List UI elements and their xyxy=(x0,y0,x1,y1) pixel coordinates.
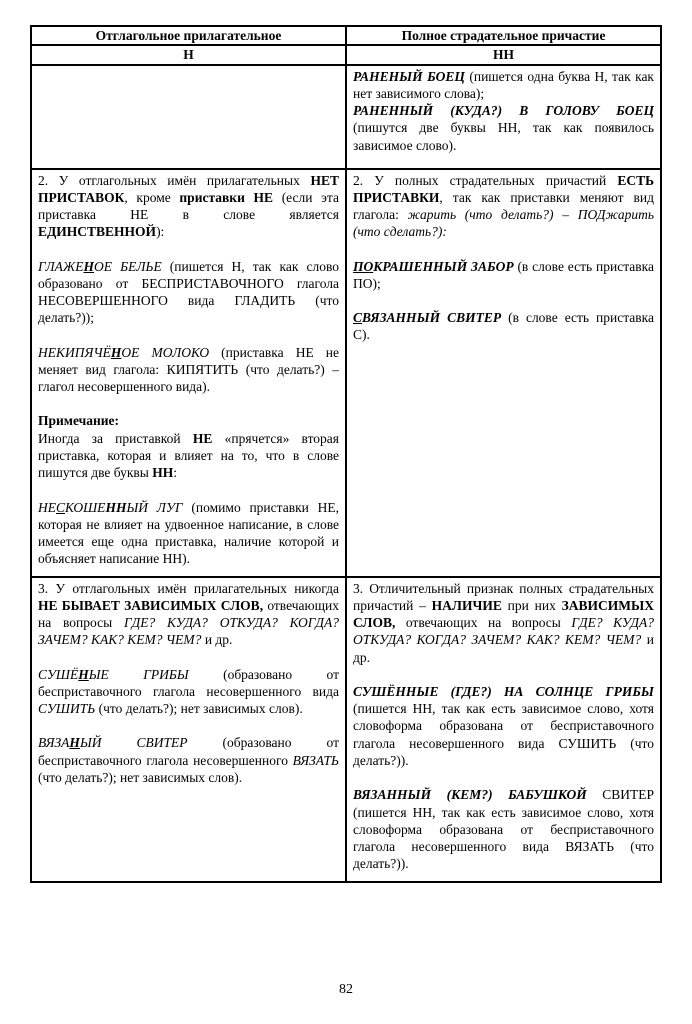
text-run: ЫЙ СВИТЕР xyxy=(79,735,188,751)
paragraph xyxy=(353,68,654,103)
text-run: отвечающих на вопросы xyxy=(38,597,339,631)
text-run: ГДЕ? КУДА? ОТКУДА? КОГДА? ЗАЧЕМ? КАК? КЕМ? ЧЕМ? xyxy=(38,615,340,648)
text-run: Н xyxy=(78,666,89,682)
text-run: С xyxy=(56,499,66,515)
paragraph xyxy=(353,258,654,293)
text-run: НН xyxy=(152,465,174,481)
paragraph xyxy=(38,172,339,241)
text-run: СУШЁ xyxy=(38,666,79,682)
table-row xyxy=(31,169,661,577)
text-run: ОЕ МОЛОКО xyxy=(121,344,210,360)
page-number: 82 xyxy=(339,982,353,997)
cell-row1-left-empty xyxy=(31,65,346,169)
text-run: ГДЕ? КУДА? ОТКУДА? КОГДА? ЗАЧЕМ? КАК? КЕМ? ЧЕМ? xyxy=(353,615,654,648)
text-run: и др. xyxy=(353,632,654,665)
paragraph xyxy=(38,666,339,718)
text-run: ): xyxy=(156,224,165,240)
text-run: ЫЙ ЛУГ xyxy=(126,499,183,515)
text-run: при них xyxy=(501,597,562,613)
cell-row3-right xyxy=(346,577,661,882)
cell-row1-right xyxy=(346,65,661,169)
paragraph xyxy=(353,309,654,344)
text-run: (помимо приставки НЕ, которая не влияет на удвоенное написание, в слове имеется еще одна приставка, наличие которой и объясняет написание НН). xyxy=(38,499,339,567)
text-run: жарить (что делать?) – ПОДжарить (что сделать?): xyxy=(353,207,654,240)
text-run: , так как приставки меняют вид глагола: xyxy=(353,189,654,223)
text-run: (пишется НН, так как есть зависимое слово, хотя словоформа образована от бесприставочного глагола несовершенного вида СУШИТЬ (что делать?)). xyxy=(353,701,654,768)
text-run: РАНЕНЫЙ БОЕЦ xyxy=(353,68,465,84)
text-run: Примечание: xyxy=(38,413,120,429)
text-run: (пишутся две буквы НН, так как появилось зависимое слово). xyxy=(353,120,654,153)
paragraph xyxy=(38,258,339,327)
text-run: НАЛИЧИЕ xyxy=(431,597,502,613)
column-title-passive-participle: Полное страдательное причастие xyxy=(346,26,661,45)
text-run: (приставка НЕ не меняет вид глагола: КИПЯТИТЬ (что делать?) – глагол несовершенного вида). xyxy=(38,344,339,395)
header-row-letters xyxy=(31,45,661,64)
text-run: Иногда за приставкой xyxy=(38,430,193,446)
column-subtitle-n: Н xyxy=(31,45,346,64)
header-row-titles xyxy=(31,26,661,45)
text-run: РАНЕННЫЙ (КУДА?) В ГОЛОВУ БОЕЦ xyxy=(353,103,654,119)
text-run: СВИТЕР xyxy=(586,787,654,803)
text-run: (образовано от бесприставочного глагола несовершенного xyxy=(38,735,339,768)
text-run: (если эта приставка НЕ в слове является xyxy=(38,189,339,223)
text-run: Н xyxy=(83,258,95,274)
text-run: НЕ xyxy=(38,499,56,515)
text-run: ОЕ БЕЛЬЕ xyxy=(94,258,162,274)
text-run: (пишется одна буква Н, так как нет зависимого слова); xyxy=(353,68,654,101)
paragraph xyxy=(353,580,654,666)
text-run: ЫЕ ГРИБЫ xyxy=(88,666,189,682)
text-run: (что делать?); нет зависимых слов). xyxy=(38,769,243,785)
cell-row2-left xyxy=(31,169,346,577)
text-run: СУШЁННЫЕ (ГДЕ?) НА СОЛНЦЕ ГРИБЫ xyxy=(353,683,654,699)
text-run: , кроме xyxy=(124,189,180,205)
column-subtitle-nn: НН xyxy=(346,45,661,64)
text-run: С xyxy=(353,310,363,326)
text-run: (образовано от бесприставочного глагола несовершенного вида xyxy=(38,666,339,699)
cell-row3-left xyxy=(31,577,346,882)
text-run: НЕ xyxy=(192,430,213,446)
text-run: отвечающих на вопросы xyxy=(395,615,572,631)
text-run: 2. У отглагольных имён прилагательных xyxy=(38,172,311,188)
text-run: НЕ БЫВАЕТ ЗАВИСИМЫХ СЛОВ, xyxy=(38,597,264,613)
text-run: ВЯЗАННЫЙ (КЕМ?) БАБУШКОЙ xyxy=(353,787,587,803)
grammar-table xyxy=(30,25,662,883)
paragraph xyxy=(38,499,339,568)
text-run: ЗАВИСИМЫХ СЛОВ, xyxy=(353,597,654,631)
table-row xyxy=(31,577,661,882)
text-run: Н xyxy=(110,344,122,360)
paragraph xyxy=(353,786,654,872)
text-run: КРАШЕННЫЙ ЗАБОР xyxy=(373,258,514,274)
text-run: ГЛАЖЕ xyxy=(38,258,84,274)
table-row xyxy=(31,65,661,169)
text-run: (что делать?); нет зависимых слов). xyxy=(95,701,303,717)
text-run: НЕТ ПРИСТАВОК xyxy=(38,172,339,205)
text-run: ЕСТЬ ПРИСТАВКИ xyxy=(353,172,654,205)
paragraph xyxy=(353,683,654,769)
text-run: ВЯЗА xyxy=(38,735,70,751)
text-run: Н xyxy=(69,735,80,751)
text-run: (пишется Н, так как слово образовано от БЕСПРИСТАВОЧНОГО глагола НЕСОВЕРШЕННОГО вида ГЛАДИТЬ (что делать?)); xyxy=(38,258,339,326)
column-title-verbal-adjective: Отглагольное прилагательное xyxy=(31,26,346,45)
paragraph xyxy=(353,102,654,154)
text-run: ЕДИНСТВЕННОЙ xyxy=(38,224,157,240)
paragraph xyxy=(38,412,339,429)
paragraph xyxy=(38,734,339,786)
text-run: 3. Отличительный признак полных страдательных причастий – xyxy=(353,580,654,613)
grammar-table-wrapper xyxy=(30,25,662,883)
text-run: «прячется» вторая приставка, которая и влияет на то, что в слове пишутся две буквы xyxy=(38,430,339,481)
paragraph xyxy=(38,430,339,482)
text-run: приставки НЕ xyxy=(179,189,274,205)
text-run: 3. У отглагольных имён прилагательных никогда xyxy=(38,580,339,596)
text-run: (пишется НН, так как есть зависимое слово, хотя словоформа образована от бесприставочного глагола несовершенного вида ВЯЗАТЬ (что делать?)). xyxy=(353,804,654,872)
text-run: ВЯЗАННЫЙ СВИТЕР xyxy=(362,310,502,326)
text-run: КОШЕ xyxy=(65,499,106,515)
text-run: (в слове есть приставка С). xyxy=(353,310,655,343)
text-run: : xyxy=(173,465,178,481)
cell-row2-right xyxy=(346,169,661,577)
paragraph xyxy=(38,580,339,649)
text-run: (в слове есть приставка ПО); xyxy=(353,258,654,291)
text-run: СУШИТЬ xyxy=(38,701,96,717)
text-run: НН xyxy=(105,499,127,515)
text-run: ВЯЗАТЬ xyxy=(292,752,339,768)
paragraph xyxy=(38,344,339,396)
text-run: 2. У полных страдательных причастий xyxy=(353,172,618,188)
text-run: и др. xyxy=(201,632,233,648)
text-run: ПО xyxy=(353,258,374,274)
text-run: НЕКИПЯЧЁ xyxy=(38,344,111,360)
paragraph xyxy=(353,172,654,241)
